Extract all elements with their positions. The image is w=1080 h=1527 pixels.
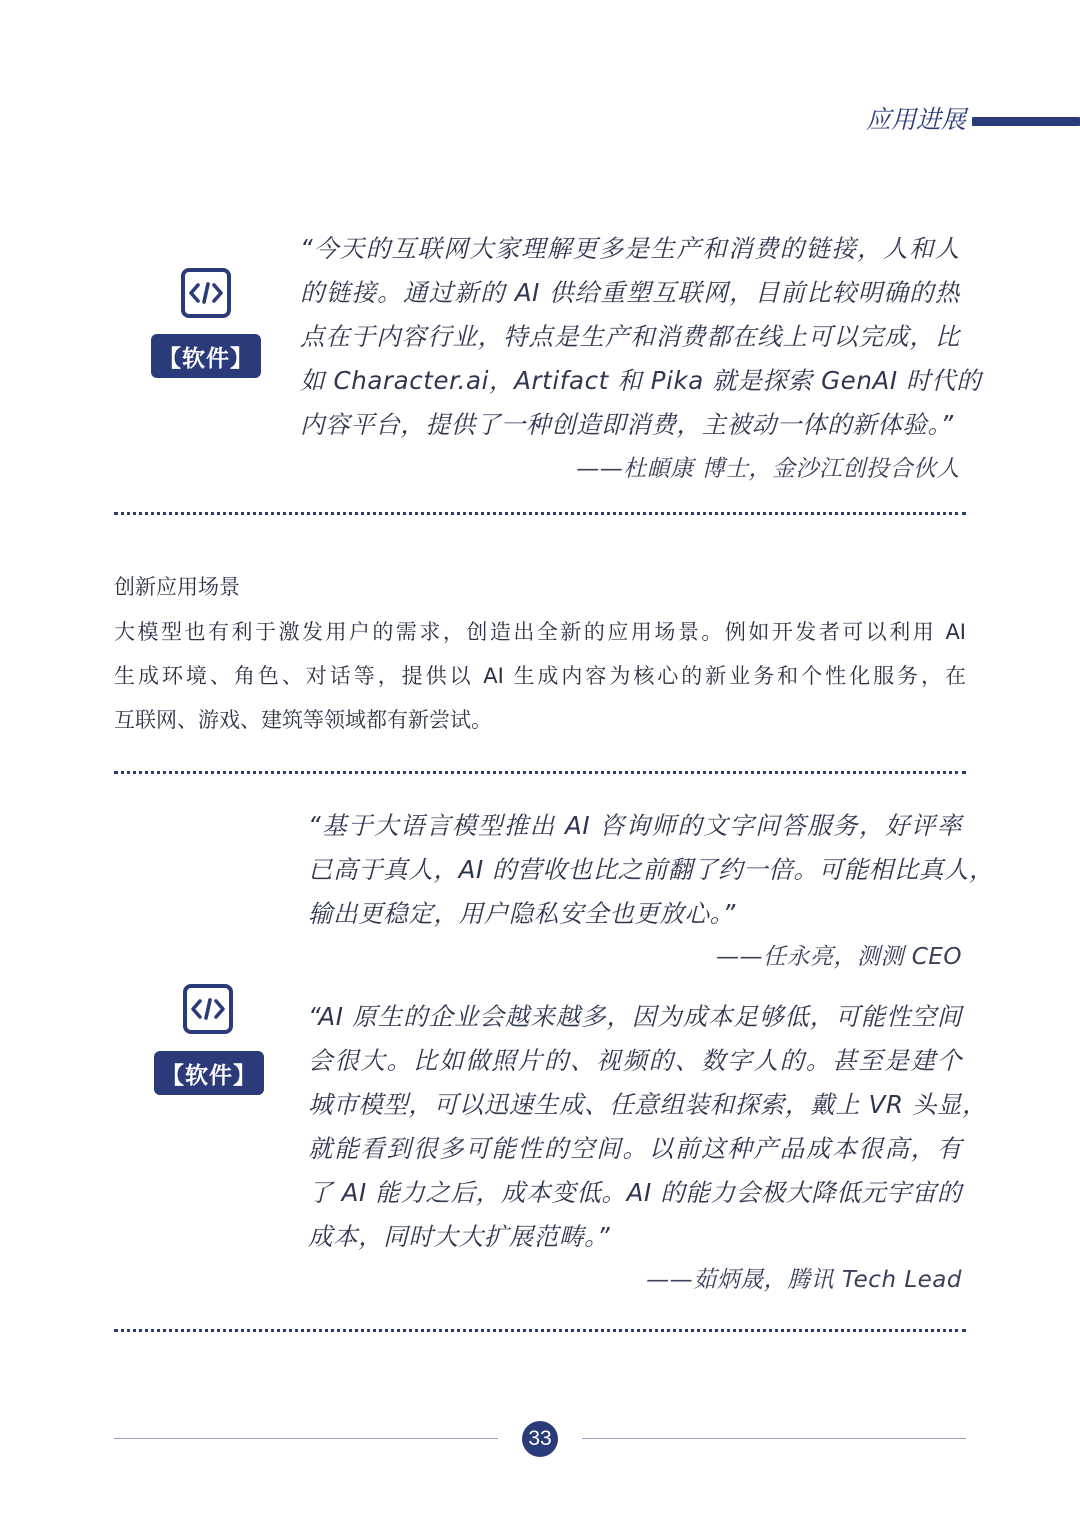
- footer-line-right: [582, 1438, 966, 1439]
- software-badge: 【软件】: [151, 334, 261, 378]
- quote-line: 成本，同时大大扩展范畴。”: [308, 1222, 611, 1251]
- quote-3-attribution: ——茹炳晟，腾讯 Tech Lead: [646, 1267, 962, 1293]
- quote-1: [300, 227, 982, 447]
- dotted-divider: [114, 512, 966, 515]
- paragraph-line: 互联网、游戏、建筑等领域都有新尝试。: [114, 708, 492, 732]
- dotted-divider: [114, 1329, 966, 1332]
- header-accent-bar: [972, 117, 1080, 126]
- quote-line: 输出更稳定，用户隐私安全也更放心。”: [308, 899, 736, 928]
- quote-3: [308, 995, 988, 1259]
- quote-line: 的链接。通过新的 AI 供给重塑互联网，目前比较明确的热: [300, 278, 960, 307]
- quote-line: 会很大。比如做照片的、视频的、数字人的。甚至是建个: [308, 1046, 962, 1075]
- quote-line: 已高于真人，AI 的营收也比之前翻了约一倍。可能相比真人，: [308, 855, 995, 884]
- section-title: 应用进展: [865, 105, 966, 134]
- quote-line: “AI 原生的企业会越来越多，因为成本足够低，可能性空间: [308, 1002, 962, 1031]
- quote-line: 如 Character.ai，Artifact 和 Pika 就是探索 GenAI 时代的: [300, 366, 982, 395]
- quote-line: “基于大语言模型推出 AI 咨询师的文字问答服务，好评率: [308, 811, 962, 840]
- paragraph-line: 大模型也有利于激发用户的需求，创造出全新的应用场景。例如开发者可以利用 AI: [114, 620, 966, 644]
- code-icon: [181, 268, 231, 318]
- paragraph-line: 生成环境、角色、对话等，提供以 AI 生成内容为核心的新业务和个性化服务，在: [114, 664, 966, 688]
- section-heading: 创新应用场景: [114, 575, 240, 599]
- quote-2-attribution: ——任永亮，测测 CEO: [715, 944, 962, 970]
- quote-line: 内容平台，提供了一种创造即消费，主被动一体的新体验。”: [300, 410, 954, 439]
- quote-2: [308, 804, 995, 936]
- quote-line: 点在于内容行业，特点是生产和消费都在线上可以完成，比: [300, 322, 960, 351]
- quote-line: “今天的互联网大家理解更多是生产和消费的链接，人和人: [300, 234, 960, 263]
- quote-1-attribution: ——杜頔康 博士，金沙江创投合伙人: [576, 456, 960, 482]
- quote-line: 了 AI 能力之后，成本变低。AI 的能力会极大降低元宇宙的: [308, 1178, 962, 1207]
- software-badge: 【软件】: [154, 1051, 264, 1095]
- dotted-divider: [114, 771, 966, 774]
- quote-line: 城市模型，可以迅速生成、任意组装和探索，戴上 VR 头显，: [308, 1090, 988, 1119]
- section-paragraph: [114, 610, 966, 742]
- code-icon: [183, 984, 233, 1034]
- footer-line-left: [114, 1438, 498, 1439]
- quote-line: 就能看到很多可能性的空间。以前这种产品成本很高，有: [308, 1134, 962, 1163]
- page-number: 33: [522, 1421, 558, 1457]
